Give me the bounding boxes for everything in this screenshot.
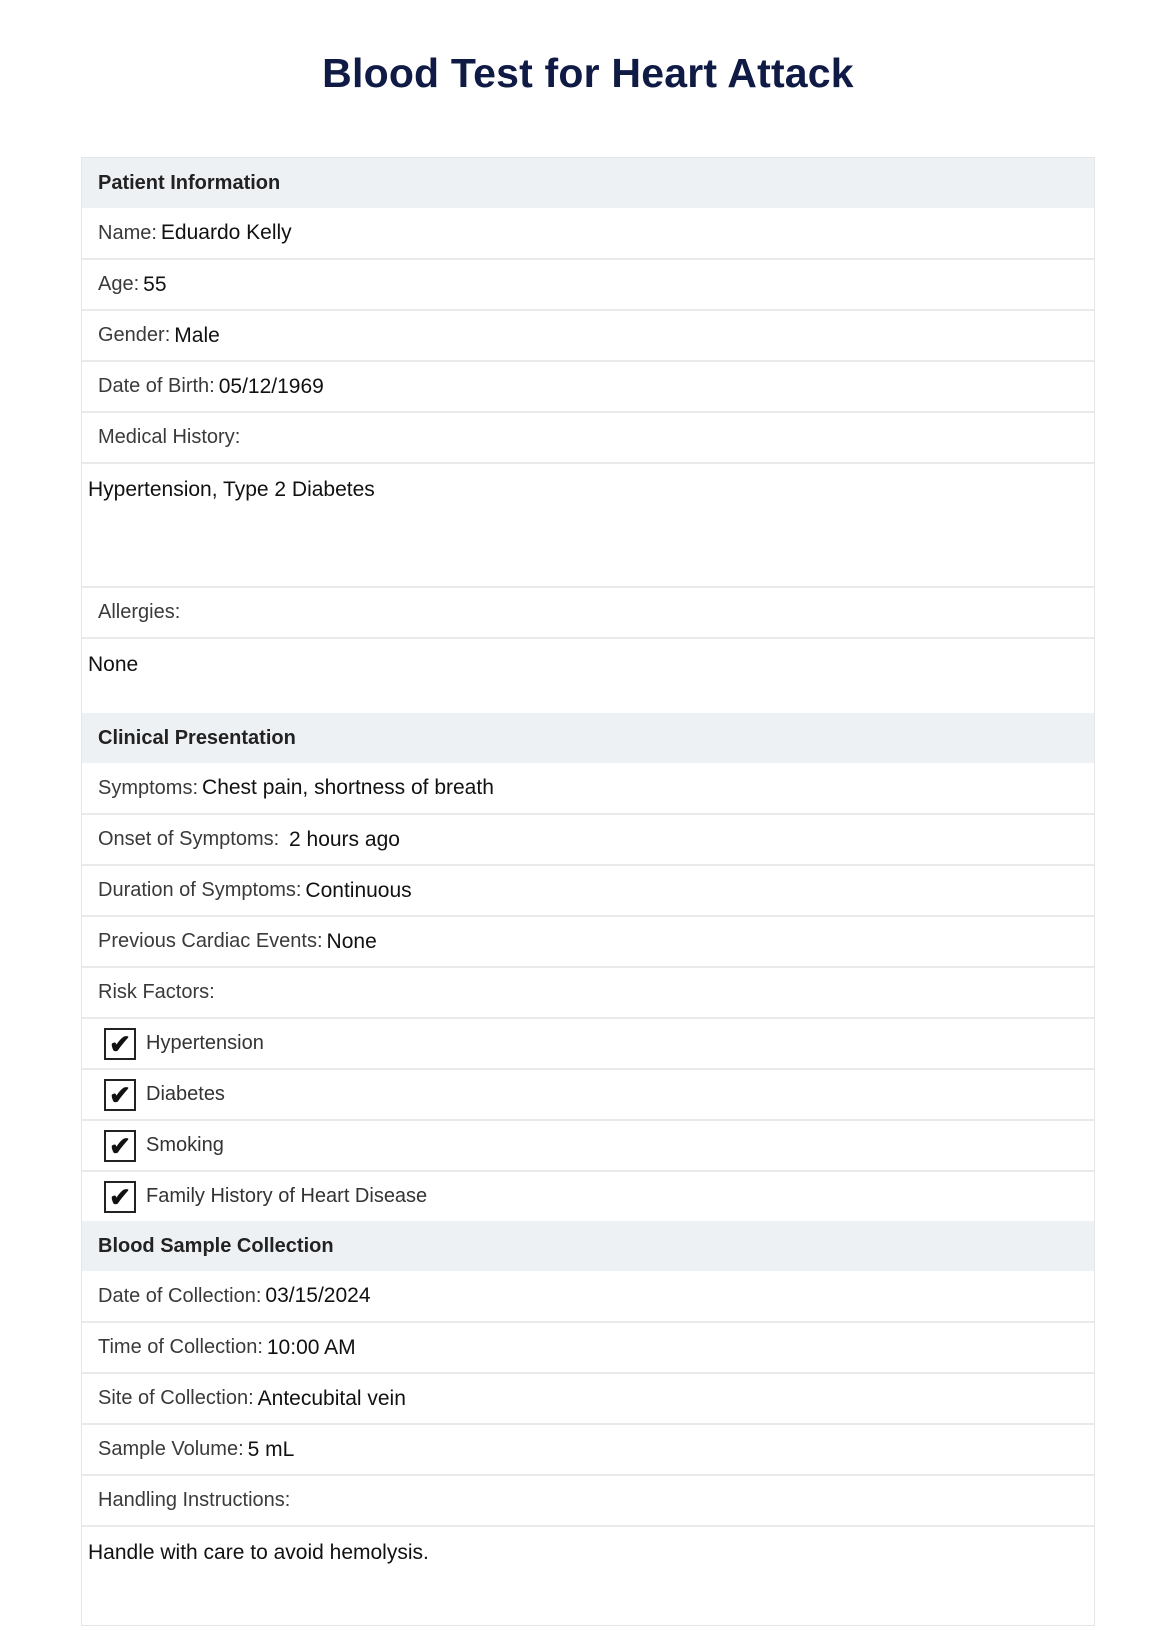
field-label: Onset of Symptoms:: [98, 828, 280, 850]
section-header-blood-sample-collection: Blood Sample Collection: [82, 1221, 1094, 1271]
checkbox-label: Smoking: [146, 1134, 224, 1156]
field-label: Name:: [98, 221, 157, 244]
field-label: Sample Volume:: [98, 1438, 244, 1460]
field-label: Age:: [98, 273, 140, 295]
checkbox-checked-icon[interactable]: ✔: [104, 1181, 136, 1213]
field-name: [82, 208, 1094, 258]
field-label: Site of Collection:: [98, 1387, 254, 1409]
field-label: Previous Cardiac Events:: [98, 930, 323, 952]
risk-factor-diabetes[interactable]: [82, 1068, 1094, 1119]
field-label: Date of Birth:: [98, 375, 215, 397]
field-age: [82, 258, 1094, 309]
field-duration: [82, 864, 1094, 915]
field-value[interactable]: 55: [143, 272, 167, 296]
risk-factor-family-history[interactable]: [82, 1170, 1094, 1221]
checkbox-checked-icon[interactable]: ✔: [104, 1028, 136, 1060]
section-header-clinical-presentation: Clinical Presentation: [82, 713, 1094, 763]
field-value[interactable]: 10:00 AM: [266, 1335, 356, 1359]
field-label: Symptoms:: [98, 776, 199, 799]
form-sheet: [81, 157, 1095, 1626]
handling-instructions-textarea[interactable]: Handle with care to avoid hemolysis.: [82, 1525, 1094, 1625]
field-value[interactable]: 05/12/1969: [218, 374, 324, 398]
field-value[interactable]: 03/15/2024: [265, 1284, 371, 1307]
field-label: Date of Collection:: [98, 1284, 262, 1307]
field-date-of-collection: [82, 1271, 1094, 1321]
checkbox-label: Diabetes: [146, 1083, 225, 1105]
field-allergies-label: [82, 586, 1094, 637]
page-title: Blood Test for Heart Attack: [322, 50, 854, 96]
field-value[interactable]: Antecubital vein: [257, 1386, 406, 1410]
field-label: Allergies:: [98, 601, 181, 623]
field-onset: [82, 813, 1094, 864]
field-date-of-birth: [82, 360, 1094, 411]
field-label: Duration of Symptoms:: [98, 879, 302, 901]
field-time-of-collection: [82, 1321, 1094, 1372]
section-header-patient-information: Patient Information: [82, 158, 1094, 208]
field-label: Time of Collection:: [98, 1336, 263, 1358]
field-handling-label: [82, 1474, 1094, 1525]
field-value[interactable]: 2 hours ago: [283, 827, 400, 851]
field-site-of-collection: [82, 1372, 1094, 1423]
field-value[interactable]: Continuous: [305, 878, 412, 902]
field-label: Gender:: [98, 324, 171, 346]
checkbox-label: Family History of Heart Disease: [146, 1185, 428, 1207]
allergies-textarea[interactable]: None: [82, 637, 1094, 713]
field-sample-volume: [82, 1423, 1094, 1474]
field-medical-history-label: [82, 411, 1094, 462]
field-risk-factors-label: [82, 966, 1094, 1017]
medical-history-textarea[interactable]: Hypertension, Type 2 Diabetes: [82, 462, 1094, 586]
field-label: Risk Factors:: [98, 981, 215, 1003]
field-symptoms: [82, 763, 1094, 813]
risk-factor-hypertension[interactable]: [82, 1017, 1094, 1068]
field-previous-cardiac-events: [82, 915, 1094, 966]
field-value[interactable]: Eduardo Kelly: [160, 221, 292, 244]
field-value[interactable]: Male: [174, 323, 220, 347]
field-label: Medical History:: [98, 426, 241, 448]
field-value[interactable]: None: [326, 929, 377, 953]
field-label: Handling Instructions:: [98, 1489, 291, 1511]
field-gender: [82, 309, 1094, 360]
field-value[interactable]: 5 mL: [247, 1437, 295, 1461]
checkbox-checked-icon[interactable]: ✔: [104, 1130, 136, 1162]
checkbox-label: Hypertension: [146, 1032, 264, 1054]
field-value[interactable]: Chest pain, shortness of breath: [202, 776, 494, 799]
risk-factor-smoking[interactable]: [82, 1119, 1094, 1170]
checkbox-checked-icon[interactable]: ✔: [104, 1079, 136, 1111]
